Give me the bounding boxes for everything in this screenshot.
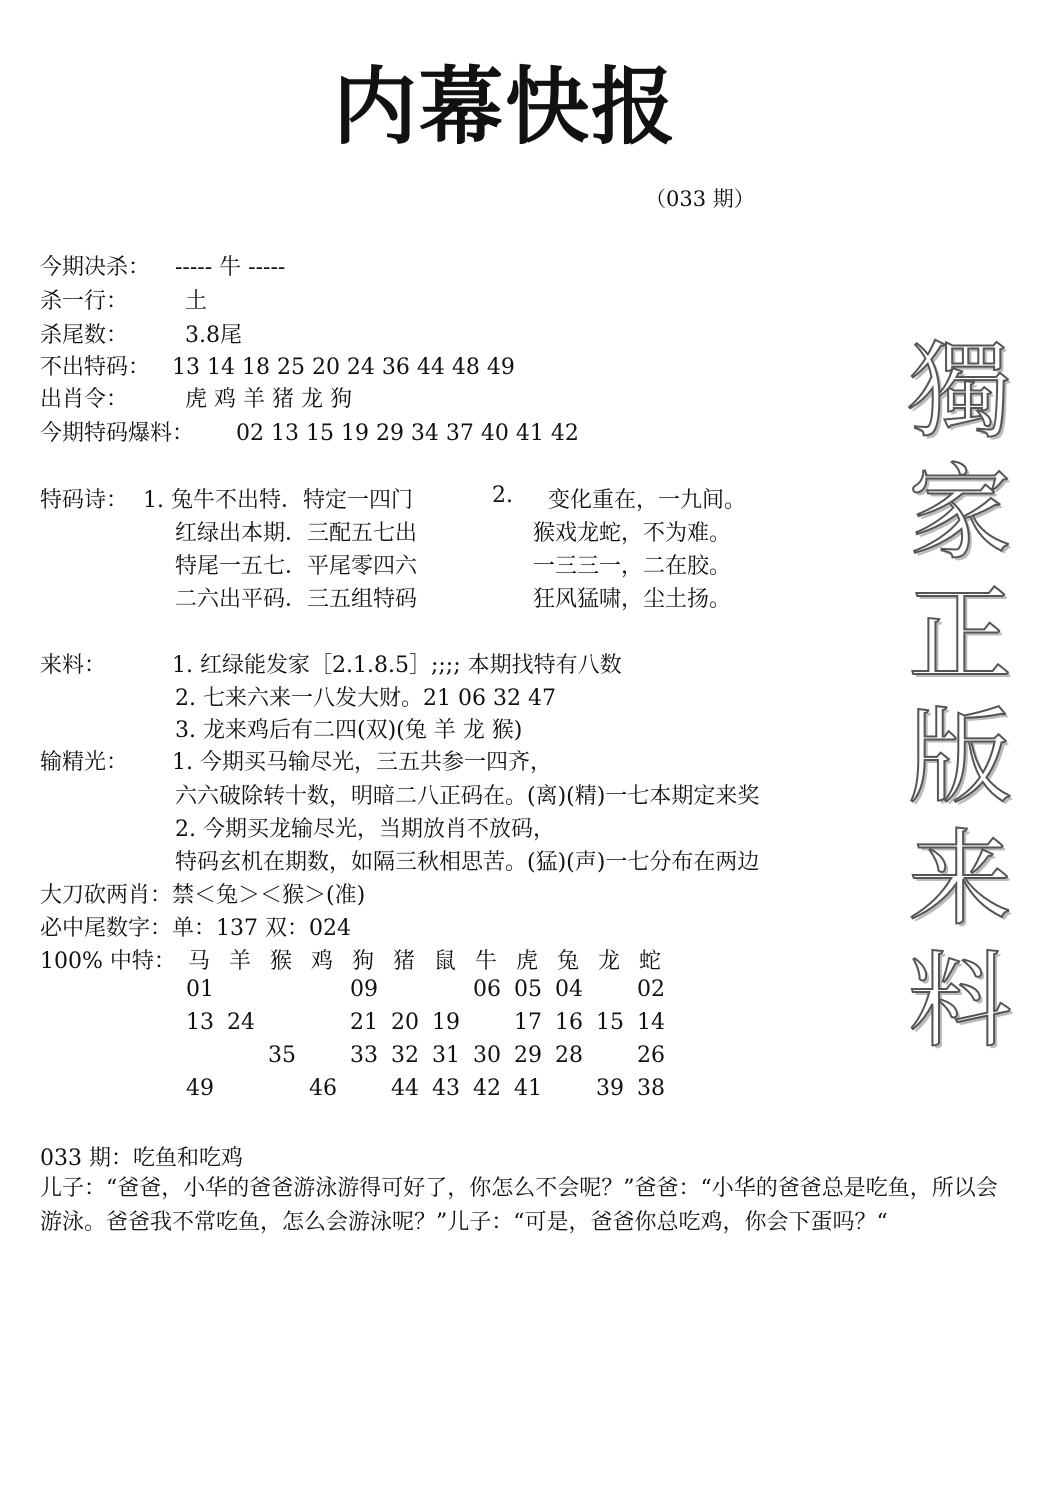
number-cell: 30 <box>473 1043 501 1068</box>
number-cell: 41 <box>514 1076 542 1101</box>
poem-left-line: 1. 兔牛不出特．特定一四门 <box>143 488 413 513</box>
row-label: 杀尾数： <box>40 323 129 348</box>
issue-number: （033 期） <box>645 187 755 211</box>
row-value: 13 14 18 25 20 24 36 44 48 49 <box>172 355 515 380</box>
poem-label: 特码诗： <box>40 488 129 513</box>
laoliao-label: 来料： <box>40 653 107 678</box>
number-cell: 42 <box>473 1076 501 1101</box>
zodiac-header: 兔 <box>557 949 580 974</box>
number-cell: 16 <box>555 1010 583 1035</box>
number-cell: 17 <box>514 1010 542 1035</box>
dadao-row <box>40 878 365 909</box>
info-row <box>40 382 352 413</box>
number-cell: 21 <box>350 1010 378 1035</box>
zodiac-header: 鸡 <box>311 949 334 974</box>
zodiac-header: 羊 <box>229 949 252 974</box>
poem-left-line: 特尾一五七．平尾零四六 <box>175 554 418 579</box>
info-row <box>40 250 285 281</box>
poem-left-line: 红绿出本期．三配五七出 <box>175 521 418 546</box>
number-cell: 15 <box>596 1010 624 1035</box>
row-label: 今期决杀： <box>40 255 151 280</box>
row-value: 3.8尾 <box>185 323 242 348</box>
number-cell: 44 <box>391 1076 419 1101</box>
info-row <box>40 416 579 447</box>
number-cell: 43 <box>432 1076 460 1101</box>
number-cell: 49 <box>186 1076 214 1101</box>
number-cell: 19 <box>432 1010 460 1035</box>
story-title: 033 期：吃鱼和吃鸡 <box>40 1146 243 1171</box>
row-value: 02 13 15 19 29 34 37 40 41 42 <box>236 421 579 446</box>
number-cell: 24 <box>227 1010 255 1035</box>
number-cell: 09 <box>350 977 378 1002</box>
poem-right-number: 2. <box>492 483 513 508</box>
poem-right-line: 一三三一，二在胶。 <box>533 554 732 579</box>
dadao-value: 禁＜兔＞＜猴＞(准) <box>172 883 366 908</box>
banner-char: 版 <box>907 696 1012 818</box>
number-cell: 33 <box>350 1043 378 1068</box>
number-cell: 05 <box>514 977 542 1002</box>
poem-right-line: 变化重在，一九间。 <box>548 488 747 513</box>
row-label: 今期特码爆料： <box>40 421 195 446</box>
number-cell: 02 <box>637 977 665 1002</box>
number-cell: 46 <box>309 1076 337 1101</box>
row-label: 不出特码： <box>40 355 151 380</box>
number-cell: 14 <box>637 1010 665 1035</box>
row-value: ----- 牛 ----- <box>175 255 286 280</box>
number-cell: 06 <box>473 977 501 1002</box>
page-title: 内幕快报 <box>332 58 677 156</box>
number-cell: 20 <box>391 1010 419 1035</box>
row-value: 土 <box>185 289 208 314</box>
weishu-label: 必中尾数字： <box>40 916 173 941</box>
banner-char: 来 <box>907 818 1012 940</box>
zodiac-header: 猴 <box>270 949 293 974</box>
banner-char: 家 <box>907 452 1012 574</box>
weishu-row <box>40 911 351 942</box>
info-row <box>40 284 207 315</box>
number-cell: 38 <box>637 1076 665 1101</box>
number-cell: 13 <box>186 1010 214 1035</box>
number-cell: 31 <box>432 1043 460 1068</box>
row-label: 出肖令： <box>40 387 129 412</box>
zodiac-header: 鼠 <box>434 949 457 974</box>
row-label: 杀一行： <box>40 289 129 314</box>
zodiac-header: 虎 <box>516 949 539 974</box>
laoliao-item: 2. 七来六来一八发大财。21 06 32 47 <box>175 686 556 711</box>
number-cell: 01 <box>186 977 214 1002</box>
poem-left-line: 二六出平码．三五组特码 <box>175 587 418 612</box>
zodiac-header: 狗 <box>352 949 375 974</box>
number-cell: 39 <box>596 1076 624 1101</box>
poem-right-line: 猴戏龙蛇，不为难。 <box>533 521 732 546</box>
shujingguang-line: 特码玄机在期数，如隔三秋相思苦。(猛)(声)一七分布在两边 <box>175 850 760 875</box>
info-row <box>40 350 515 381</box>
shujingguang-label: 输精光： <box>40 750 129 775</box>
number-cell: 35 <box>268 1043 296 1068</box>
number-cell: 29 <box>514 1043 542 1068</box>
number-cell: 26 <box>637 1043 665 1068</box>
laoliao-item: 1. 红绿能发家［2.1.8.5］;;;; 本期找特有八数 <box>172 653 622 678</box>
number-cell: 32 <box>391 1043 419 1068</box>
info-row <box>40 318 242 349</box>
story-text: 儿子：“爸爸，小华的爸爸游泳游得可好了，你怎么不会呢？”爸爸：“小华的爸爸总是吃鱼，所以会游泳。爸爸我不常吃鱼，怎么会游泳呢？”儿子：“可是，爸爸你总吃鸡，你会下蛋吗？“ <box>40 1176 998 1235</box>
shujingguang-line: 六六破除转十数，明暗二八正码在。(离)(精)一七本期定来奖 <box>175 784 760 809</box>
side-banner <box>890 330 1030 1062</box>
number-cell: 04 <box>555 977 583 1002</box>
zodiac-header: 龙 <box>598 949 621 974</box>
zodiac-header: 马 <box>188 949 211 974</box>
zodiac-header: 牛 <box>475 949 498 974</box>
banner-char: 料 <box>907 940 1012 1062</box>
shujingguang-line: 2. 今期买龙输尽光，当期放肖不放码， <box>175 817 555 842</box>
row-value: 虎 鸡 羊 猪 龙 狗 <box>185 387 352 412</box>
zodiac-header: 猪 <box>393 949 416 974</box>
number-cell: 28 <box>555 1043 583 1068</box>
zhongte-label: 100% 中特： <box>40 949 176 974</box>
banner-char: 正 <box>907 574 1012 696</box>
laoliao-item: 3. 龙来鸡后有二四(双)(兔 羊 龙 猴) <box>175 718 523 743</box>
shujingguang-line: 1. 今期买马输尽光，三五共参一四齐， <box>172 750 552 775</box>
dadao-label: 大刀砍两肖： <box>40 883 173 908</box>
weishu-value: 单：137 双：024 <box>172 916 351 941</box>
banner-char: 獨 <box>907 330 1012 452</box>
zodiac-header: 蛇 <box>639 949 662 974</box>
poem-right-line: 狂风猛啸，尘土扬。 <box>533 587 732 612</box>
